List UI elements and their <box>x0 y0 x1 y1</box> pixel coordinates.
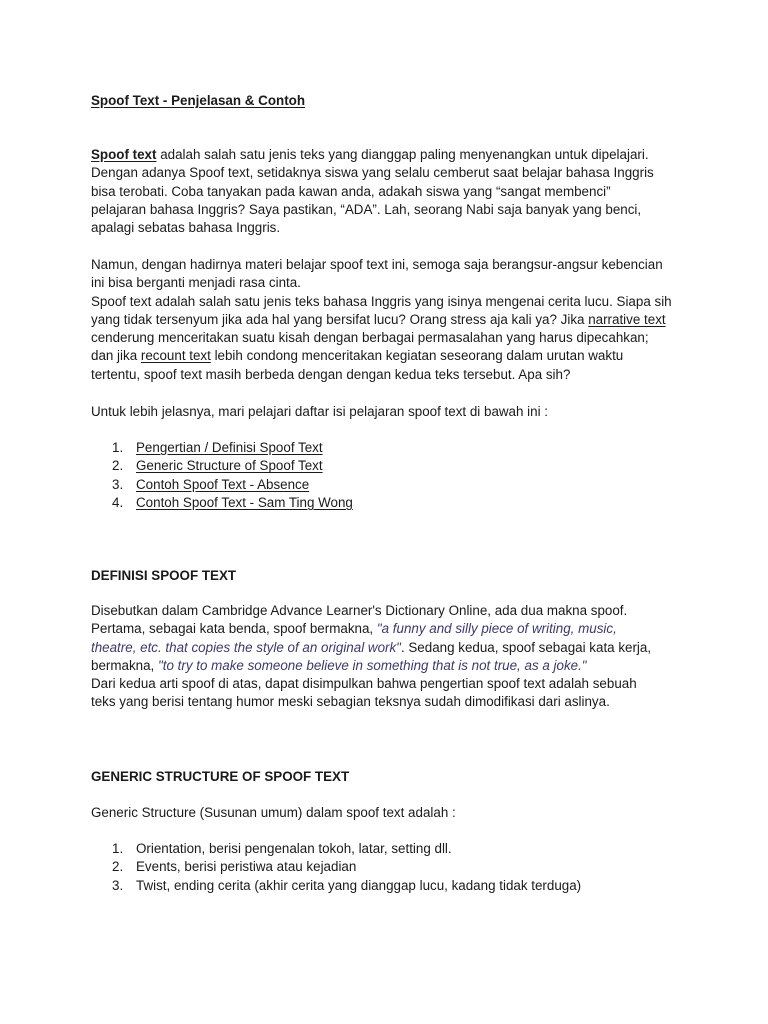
second-paragraph <box>91 256 691 384</box>
list-item-text: Orientation, berisi pengenalan tokoh, latar, setting dll. <box>136 841 452 856</box>
definisi-line-4 <box>91 657 691 675</box>
toc-item <box>91 476 691 494</box>
definisi-line-3-text: . Sedang kedua, spoof sebagai kata kerja, <box>400 639 652 655</box>
generic-structure-heading: GENERIC STRUCTURE OF SPOOF TEXT <box>91 769 350 784</box>
page-title: Spoof Text - Penjelasan & Contoh <box>91 93 306 108</box>
definisi-line-1: Disebutkan dalam Cambridge Advance Learner's Dictionary Online, ada dua makna spoof. <box>91 603 628 618</box>
generic-structure-list <box>91 840 691 895</box>
toc-list <box>91 439 691 512</box>
recount-text-link[interactable]: recount text <box>140 348 211 364</box>
toc-link-definisi[interactable]: Pengertian / Definisi Spoof Text <box>136 440 323 455</box>
definisi-heading: DEFINISI SPOOF TEXT <box>91 568 237 583</box>
intro-paragraph <box>91 146 691 237</box>
narrative-text-link[interactable]: narrative text <box>588 311 666 327</box>
list-item <box>91 840 691 858</box>
toc-item-number: 2. <box>112 458 124 474</box>
list-item <box>91 877 691 895</box>
intro-line-2: Dengan adanya Spoof text, setidaknya siswa yang selalu cemberut saat belajar bahasa Inggris <box>91 165 654 181</box>
spoof-text-term: Spoof text <box>91 147 157 162</box>
generic-structure-intro: Generic Structure (Susunan umum) dalam spoof text adalah : <box>91 805 456 820</box>
toc-item <box>91 439 691 457</box>
list-item-text: Twist, ending cerita (akhir cerita yang dianggap lucu, kadang tidak terduga) <box>136 877 582 893</box>
list-item-number: 3. <box>112 877 124 893</box>
definisi-line-2-text: Pertama, sebagai kata benda, spoof bermakna, <box>91 621 377 637</box>
toc-item <box>91 457 691 475</box>
para2-line-3: Spoof text adalah salah satu jenis teks bahasa Inggris yang isinya mengenai cerita lucu. Siapa sih <box>91 293 672 309</box>
toc-link-sam-ting-wong[interactable]: Contoh Spoof Text - Sam Ting Wong <box>136 494 353 510</box>
definisi-line-4-text: bermakna, <box>91 657 158 673</box>
para2-line-2: ini bisa berganti menjadi rasa cinta. <box>91 275 301 291</box>
para2-line-4-text: yang tidak tersenyum jika ada hal yang bersifat lucu? Orang stress aja kali ya? Jika <box>91 311 589 327</box>
noun-definition-quote: "a funny and silly piece of writing, music, <box>376 621 617 637</box>
definisi-line-5: Dari kedua arti spoof di atas, dapat disimpulkan bahwa pengertian spoof text adalah sebuah <box>91 676 637 692</box>
toc-intro: Untuk lebih jelasnya, mari pelajari daftar isi pelajaran spoof text di bawah ini : <box>91 404 549 419</box>
toc-item-number: 4. <box>112 494 124 510</box>
toc-item-number: 1. <box>112 440 124 455</box>
para2-line-6 <box>91 347 691 365</box>
intro-line-1-rest: adalah salah satu jenis teks yang dianggap paling menyenangkan untuk dipelajari. <box>156 147 649 162</box>
list-item <box>91 858 691 876</box>
toc-link-absence[interactable]: Contoh Spoof Text - Absence <box>136 476 310 492</box>
toc-link-generic-structure[interactable]: Generic Structure of Spoof Text <box>136 458 323 474</box>
para2-line-1: Namun, dengan hadirnya materi belajar spoof text ini, semoga saja berangsur-angsur kebencian <box>91 257 663 272</box>
definisi-paragraph <box>91 602 691 712</box>
para2-line-5: cenderung menceritakan suatu kisah dengan berbagai permasalahan yang harus dipecahkan; <box>91 330 649 346</box>
verb-definition-quote: "to try to make someone believe in something that is not true, as a joke." <box>158 657 587 673</box>
para2-line-7: tertentu, spoof text masih berbeda dengan dengan kedua teks tersebut. Apa sih? <box>91 366 571 382</box>
definisi-line-3 <box>91 639 691 657</box>
intro-line-4: pelajaran bahasa Inggris? Saya pastikan, “ADA”. Lah, seorang Nabi saja banyak yang benci, <box>91 201 642 217</box>
noun-definition-quote-cont: theatre, etc. that copies the style of an original work" <box>91 639 401 655</box>
list-item-number: 2. <box>112 859 124 875</box>
para2-line-6-post: lebih condong menceritakan kegiatan seseorang dalam urutan waktu <box>210 348 624 364</box>
toc-item <box>91 494 691 512</box>
intro-line-3: bisa terobati. Coba tanyakan pada kawan anda, adakah siswa yang “sangat membenci” <box>91 183 611 199</box>
para2-line-4 <box>91 311 691 329</box>
intro-line-5: apalagi sebatas bahasa Inggris. <box>91 220 281 236</box>
list-item-text: Events, berisi peristiwa atau kejadian <box>136 859 357 875</box>
para2-line-6-pre: dan jika <box>91 348 141 364</box>
list-item-number: 1. <box>112 841 124 856</box>
toc-item-number: 3. <box>112 476 124 492</box>
definisi-line-2 <box>91 620 691 638</box>
intro-line-1 <box>91 146 691 164</box>
definisi-line-6: teks yang berisi tentang humor meski sebagian teksnya sudah dimodifikasi dari aslinya. <box>91 694 610 710</box>
